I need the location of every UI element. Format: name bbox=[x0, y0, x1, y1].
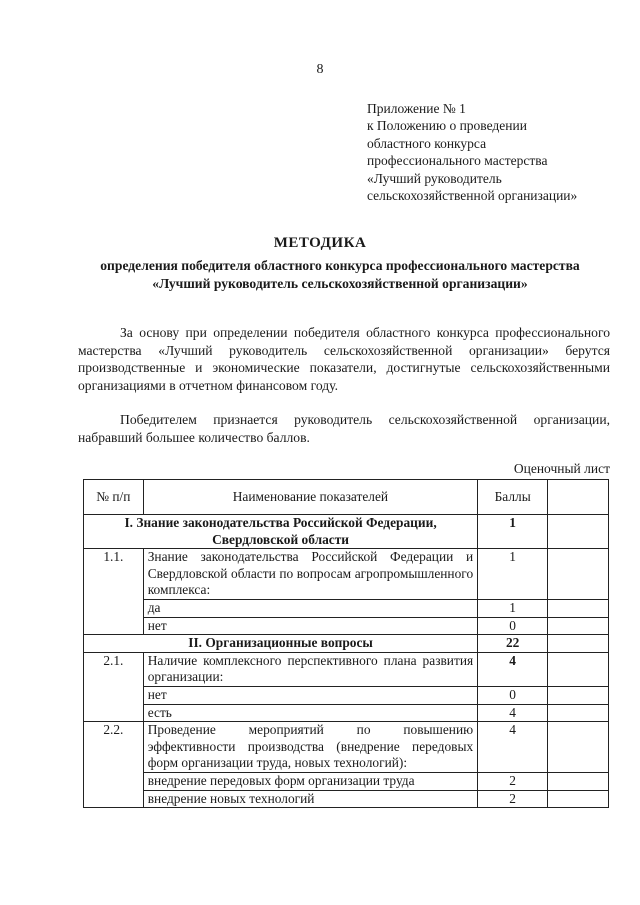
appendix-header bbox=[367, 100, 627, 204]
section-points: 1 bbox=[478, 515, 548, 549]
evaluation-table bbox=[83, 479, 609, 808]
option-points: 0 bbox=[478, 617, 548, 635]
table-row bbox=[84, 617, 609, 635]
option-label: есть bbox=[143, 704, 477, 722]
item-number: 1.1. bbox=[84, 549, 144, 635]
table-row bbox=[84, 652, 609, 686]
item-name: Проведение мероприятий по повышению эффективности производства (внедрение передовых форм организации труда, новых технологий): bbox=[143, 722, 477, 773]
option-label: внедрение новых технологий bbox=[143, 790, 477, 808]
option-label: внедрение передовых форм организации труда bbox=[143, 772, 477, 790]
extra-cell bbox=[548, 599, 609, 617]
option-label: нет bbox=[143, 617, 477, 635]
extra-cell bbox=[548, 704, 609, 722]
table-row bbox=[84, 772, 609, 790]
evaluation-sheet-label: Оценочный лист bbox=[513, 461, 610, 476]
section-points: 22 bbox=[478, 635, 548, 653]
appendix-line: Приложение № 1 bbox=[367, 101, 466, 116]
option-points: 4 bbox=[478, 704, 548, 722]
appendix-line: сельскохозяйственной организации» bbox=[367, 188, 578, 204]
item-points: 4 bbox=[478, 722, 548, 773]
item-number: 2.2. bbox=[84, 722, 144, 808]
extra-cell bbox=[548, 772, 609, 790]
header-indicator-name: Наименование показателей bbox=[143, 480, 477, 515]
option-label: да bbox=[143, 599, 477, 617]
table-row bbox=[84, 686, 609, 704]
appendix-line: «Лучший руководитель bbox=[367, 170, 502, 186]
appendix-line: к Положению о проведении bbox=[367, 118, 527, 134]
item-points: 4 bbox=[478, 652, 548, 686]
option-points: 0 bbox=[478, 686, 548, 704]
section-row-organizational bbox=[84, 635, 609, 653]
section-title: II. Организационные вопросы bbox=[84, 635, 478, 653]
extra-cell bbox=[548, 617, 609, 635]
item-name: Наличие комплексного перспективного плана развития организации: bbox=[143, 652, 477, 686]
document-subtitle: определения победителя областного конкурса профессионального мастерства «Лучший руководитель сельскохозяйственной организации» bbox=[100, 258, 580, 291]
paragraph-basis: За основу при определении победителя областного конкурса профессионального мастерства «Лучший руководитель сельскохозяйственной организации» берутся производственные и экономические показатели, достигнутые сельскохозяйственными организациями в отчетном финансовом году. bbox=[78, 325, 610, 393]
item-name: Знание законодательства Российской Федерации и Свердловской области по вопросам агропромышленного комплекса: bbox=[143, 549, 477, 600]
appendix-line: областного конкурса bbox=[367, 135, 487, 151]
option-points: 2 bbox=[478, 772, 548, 790]
option-label: нет bbox=[143, 686, 477, 704]
table-row bbox=[84, 722, 609, 773]
table-row bbox=[84, 790, 609, 808]
table-row bbox=[84, 549, 609, 600]
table-header-row bbox=[84, 480, 609, 515]
page-number: 8 bbox=[316, 62, 324, 77]
header-points: Баллы bbox=[478, 480, 548, 515]
option-points: 2 bbox=[478, 790, 548, 808]
section-title: I. Знание законодательства Российской Федерации, Свердловской области bbox=[84, 515, 478, 549]
header-number: № п/п bbox=[84, 480, 144, 515]
paragraph-winner: Победителем признается руководитель сельскохозяйственной организации, набравший большее количество баллов. bbox=[78, 412, 610, 445]
extra-cell bbox=[548, 549, 609, 600]
document-title: МЕТОДИКА bbox=[273, 235, 367, 251]
extra-cell bbox=[548, 652, 609, 686]
extra-cell bbox=[548, 722, 609, 773]
extra-cell bbox=[548, 515, 609, 549]
item-number: 2.1. bbox=[84, 652, 144, 721]
table-row bbox=[84, 704, 609, 722]
extra-cell bbox=[548, 635, 609, 653]
option-points: 1 bbox=[478, 599, 548, 617]
table-row bbox=[84, 599, 609, 617]
appendix-line: профессионального мастерства bbox=[367, 153, 548, 169]
item-points: 1 bbox=[478, 549, 548, 600]
extra-cell bbox=[548, 686, 609, 704]
header-extra bbox=[548, 480, 609, 515]
extra-cell bbox=[548, 790, 609, 808]
section-row-legislation bbox=[84, 515, 609, 549]
